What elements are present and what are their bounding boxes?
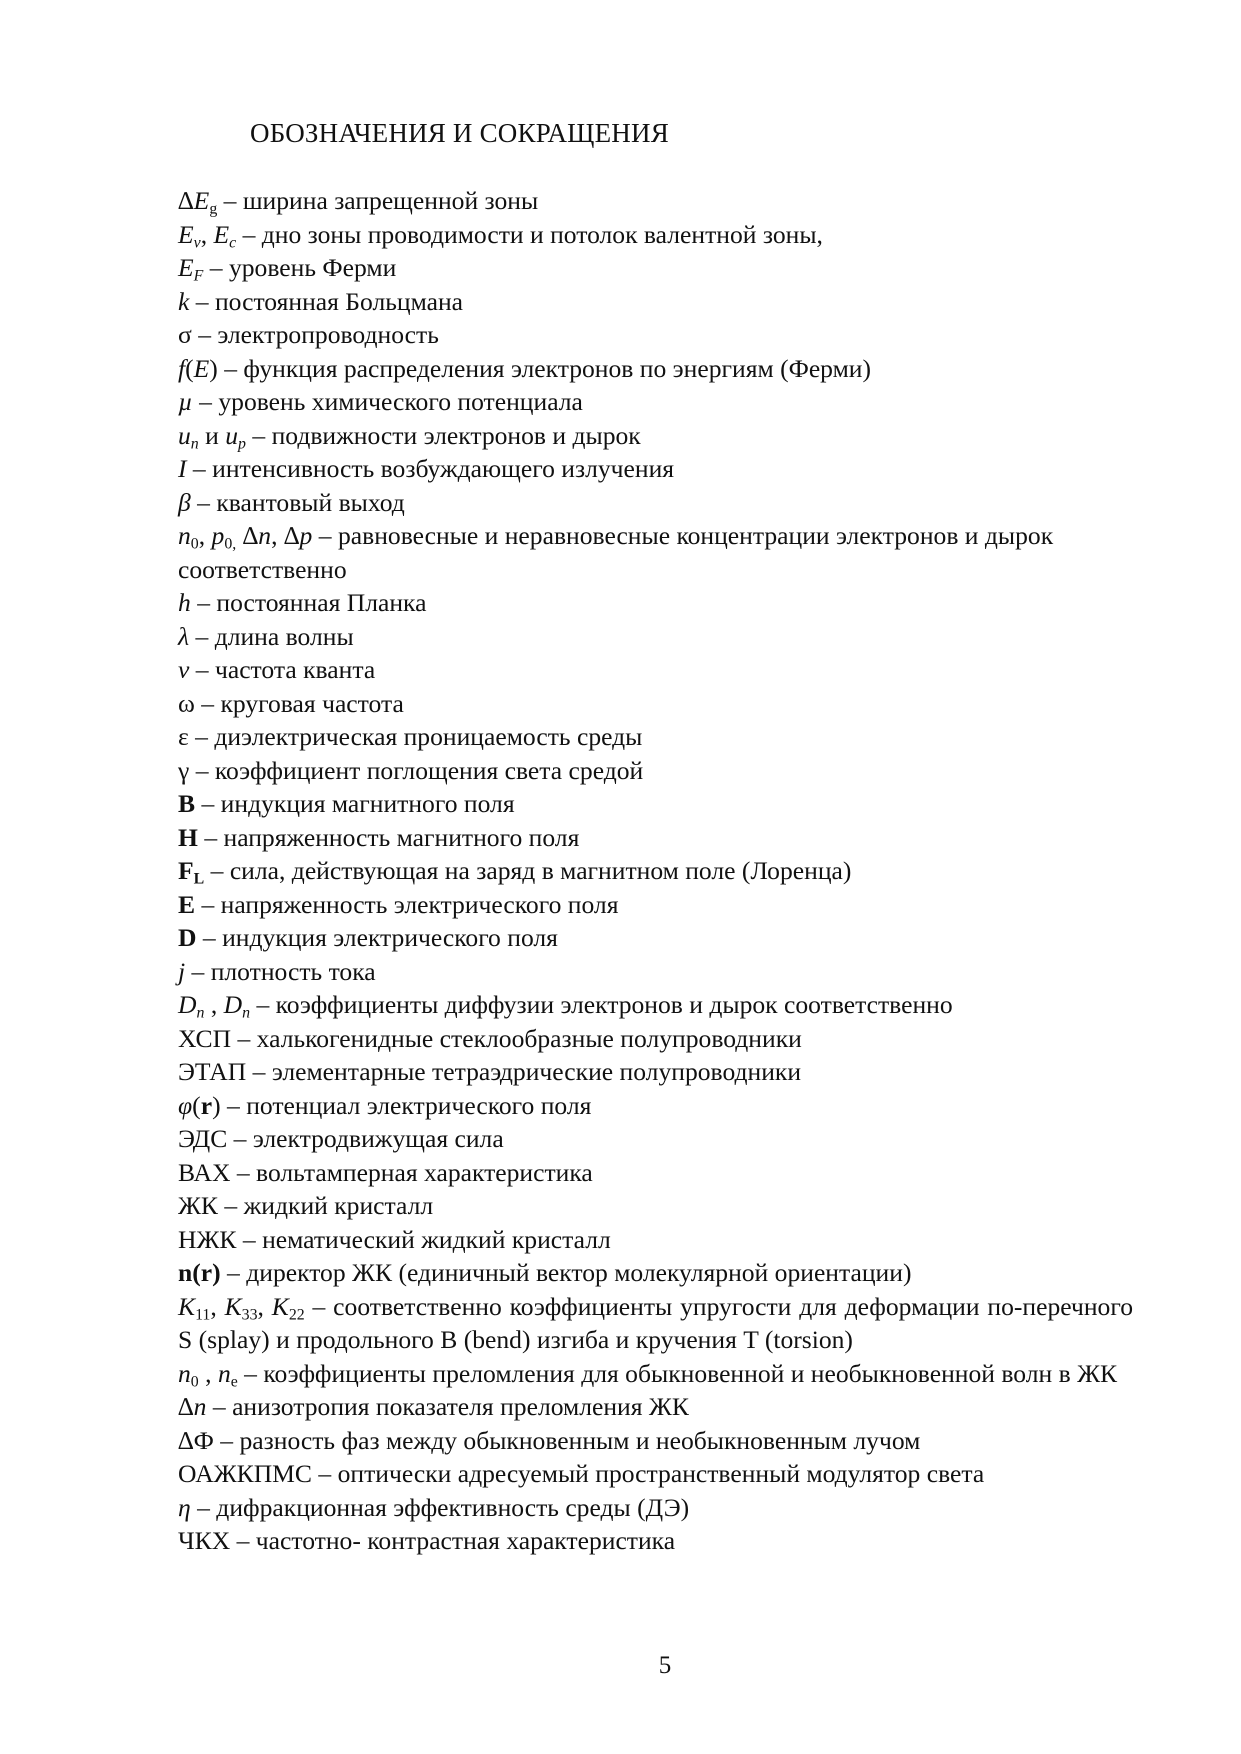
definition: – анизотропия показателя преломления ЖК: [206, 1392, 689, 1421]
symbol: γ: [178, 755, 190, 785]
subscript: F: [193, 267, 204, 285]
page-number: 5: [658, 1652, 672, 1679]
definition: – уровень химического потенциала: [192, 387, 583, 416]
definition: – равновесные и неравновесные концентрации электронов и дырок соответственно: [178, 521, 1054, 584]
definition: – директор ЖК (единичный вектор молекулярной ориентации): [220, 1258, 912, 1287]
symbol: D: [223, 990, 243, 1019]
symbol: ε: [178, 722, 189, 751]
symbol: η: [178, 1492, 191, 1522]
symbol: ЖК: [178, 1191, 219, 1220]
list-item-current-density: [178, 955, 1133, 989]
symbol: ∆Ф: [178, 1425, 214, 1455]
symbol: n: [178, 521, 191, 550]
definition: – дифракционная эффективность среды (ДЭ): [190, 1492, 690, 1522]
definition: – жидкий кристалл: [218, 1191, 434, 1220]
list-item-phase-difference: [178, 1424, 1133, 1458]
list-item-elastic-constants: [178, 1290, 1133, 1357]
symbol: ХСП: [178, 1023, 232, 1053]
subscript: v: [193, 233, 201, 251]
symbol: j: [178, 956, 186, 986]
list-item-frequency: [178, 653, 1133, 687]
subscript: 0: [190, 1372, 199, 1390]
definition: – халькогенидные стеклообразные полупроводники: [231, 1023, 802, 1053]
symbol: D: [178, 990, 197, 1019]
symbol: h: [178, 588, 191, 617]
symbol: ВАХ: [178, 1157, 231, 1187]
symbol: ОАЖКПМС: [178, 1459, 313, 1488]
symbol: ∆p: [283, 521, 313, 550]
list-item-modulator: [178, 1457, 1133, 1491]
separator: ,: [271, 521, 284, 550]
definition: – дно зоны проводимости и потолок валентной зоны,: [236, 219, 823, 249]
definition: – постоянная Планка: [190, 588, 427, 617]
list-item-quantum-yield: [178, 486, 1133, 520]
definition: – разность фаз между обыкновенным и необыкновенным лучом: [213, 1425, 921, 1455]
symbol: ν: [178, 655, 190, 684]
separator: ,: [204, 990, 224, 1019]
definition: – электропроводность: [191, 320, 439, 349]
list-item-diffusion: [178, 988, 1133, 1022]
symbol: f: [178, 353, 186, 383]
list-item-lorentz-force: [178, 854, 1133, 888]
symbol: µ: [178, 387, 193, 416]
paren-close: ): [209, 353, 218, 383]
subscript: n: [190, 434, 199, 452]
list-item-distribution: [178, 352, 1133, 386]
definition: – плотность тока: [185, 956, 376, 986]
symbol: ω: [178, 688, 195, 718]
list-item-band-edges: [178, 218, 1133, 252]
definition: – подвижности электронов и дырок: [245, 420, 641, 450]
symbol: u: [225, 420, 239, 450]
definition: – сила, действующая на заряд в магнитном поле (Лоренца): [204, 856, 852, 885]
list-item-iv-curve: [178, 1156, 1133, 1190]
subscript: L: [193, 870, 205, 888]
list-item-liquid-crystal: [178, 1189, 1133, 1223]
definition: – оптически адресуемый пространственный модулятор света: [312, 1459, 985, 1488]
list-item-band-gap: [178, 184, 1133, 218]
definition: – ширина запрещенной зоны: [217, 186, 539, 215]
symbol: k: [178, 286, 190, 316]
list-item-boltzmann: [178, 285, 1133, 319]
definition: – частота кванта: [189, 655, 376, 684]
subscript: c: [229, 233, 237, 251]
symbol: E: [178, 219, 194, 249]
definition: – постоянная Больцмана: [189, 286, 464, 316]
subscript: g: [209, 200, 218, 218]
subscript: 11: [195, 1305, 211, 1323]
symbol: ЭДС: [178, 1124, 228, 1153]
list-item-fermi-level: [178, 251, 1133, 285]
symbol: D: [178, 923, 197, 952]
separator: ,: [200, 219, 214, 249]
symbol: ЧКХ: [178, 1526, 231, 1555]
symbol: u: [178, 420, 191, 450]
subscript: 0,: [224, 535, 237, 553]
definition: – квантовый выход: [190, 487, 405, 517]
symbol: n(r): [178, 1258, 221, 1287]
list-item-hsp: [178, 1022, 1133, 1056]
symbol: B: [178, 789, 196, 818]
conjunction: и: [198, 420, 226, 450]
symbol: K: [224, 1291, 242, 1321]
paren-close: ): [212, 1090, 221, 1120]
symbol: H: [178, 822, 198, 852]
subscript: n: [242, 1004, 251, 1022]
definition: – соответственно коэффициенты упругости для деформации по-перечного S (splay) и продольного B (bend) изгиба и кручения T (torsion): [178, 1291, 1134, 1354]
list-item-director: [178, 1256, 1133, 1290]
list-item-magnetic-field: [178, 821, 1133, 855]
subscript: 33: [241, 1305, 258, 1323]
paren-open: (: [192, 1090, 201, 1120]
symbol: ∆n: [236, 521, 272, 550]
list-item-wavelength: [178, 620, 1133, 654]
subscript: 22: [288, 1305, 305, 1323]
definition: – напряженность электрического поля: [195, 889, 619, 919]
list-item-diffraction-efficiency: [178, 1491, 1133, 1525]
definition: – потенциал электрического поля: [220, 1090, 592, 1120]
subscript: 0: [190, 535, 199, 553]
symbol: φ: [178, 1090, 193, 1120]
symbol: ЭТАП: [178, 1057, 247, 1086]
definition: – коэффициент поглощения света средой: [189, 755, 644, 785]
list-item-electric-field: [178, 888, 1133, 922]
symbol: n: [178, 1358, 191, 1388]
list-item-concentrations: [178, 519, 1133, 586]
subscript: e: [230, 1372, 238, 1390]
symbol: НЖК: [178, 1224, 237, 1254]
definition: – индукция электрического поля: [196, 923, 558, 952]
page-title: ОБОЗНАЧЕНИЯ И СОКРАЩЕНИЯ: [250, 118, 669, 148]
definition: – коэффициенты диффузии электронов и дырок соответственно: [250, 990, 953, 1019]
list-item-conductivity: [178, 318, 1133, 352]
separator: ,: [198, 521, 212, 550]
argument: E: [193, 353, 210, 383]
symbol: E: [193, 186, 210, 215]
list-item-mobilities: [178, 419, 1133, 453]
symbol: F: [178, 856, 194, 885]
symbol: σ: [178, 320, 192, 349]
definition: – индукция магнитного поля: [195, 789, 515, 818]
symbol: K: [271, 1291, 289, 1321]
symbol: I: [178, 454, 187, 483]
list-item-mtf: [178, 1524, 1133, 1558]
symbol: K: [178, 1291, 196, 1321]
symbol: β: [178, 487, 191, 517]
definition: – элементарные тетраэдрические полупроводники: [246, 1057, 802, 1086]
list-item-planck: [178, 586, 1133, 620]
subscript: p: [238, 434, 246, 452]
list-item-angular-frequency: [178, 687, 1133, 721]
definition: – коэффициенты преломления для обыкновенной и необыкновенной волн в ЖК: [237, 1358, 1118, 1388]
definition: – диэлектрическая проницаемость среды: [188, 722, 643, 751]
list-item-electric-induction: [178, 921, 1133, 955]
list-item-anisotropy: [178, 1390, 1133, 1424]
delta-symbol: ∆: [178, 1392, 194, 1421]
symbol: n: [217, 1358, 231, 1388]
definition: – интенсивность возбуждающего излучения: [186, 454, 675, 483]
list-item-potential: [178, 1089, 1133, 1123]
symbol: E: [213, 219, 230, 249]
symbol: λ: [178, 621, 190, 651]
definition: – уровень Ферми: [203, 253, 397, 282]
abbreviation-list: [178, 184, 1133, 1558]
separator: ,: [257, 1291, 272, 1321]
list-item-emf: [178, 1122, 1133, 1156]
subscript: n: [196, 1004, 205, 1022]
definition: – круговая частота: [194, 688, 404, 718]
argument: r: [200, 1090, 213, 1120]
symbol: p: [211, 521, 225, 550]
separator: ,: [198, 1358, 218, 1388]
list-item-absorption: [178, 754, 1133, 788]
delta-symbol: ∆: [178, 186, 194, 215]
list-item-nematic: [178, 1223, 1133, 1257]
definition: – нематический жидкий кристалл: [236, 1224, 611, 1254]
definition: – вольтамперная характеристика: [230, 1157, 593, 1187]
list-item-refractive-indices: [178, 1357, 1133, 1391]
definition: – электродвижущая сила: [227, 1124, 504, 1153]
paren-open: (: [185, 353, 194, 383]
list-item-etap: [178, 1055, 1133, 1089]
list-item-permittivity: [178, 720, 1133, 754]
list-item-chemical-potential: [178, 385, 1133, 419]
list-item-magnetic-induction: [178, 787, 1133, 821]
definition: – длина волны: [189, 621, 354, 651]
list-item-intensity: [178, 452, 1133, 486]
definition: – частотно- контрастная характеристика: [230, 1526, 676, 1555]
symbol: E: [178, 889, 196, 919]
definition: – функция распределения электронов по энергиям (Ферми): [217, 353, 872, 383]
separator: ,: [210, 1291, 225, 1321]
definition: – напряженность магнитного поля: [197, 822, 580, 852]
symbol: n: [193, 1392, 207, 1421]
symbol: E: [178, 253, 194, 282]
